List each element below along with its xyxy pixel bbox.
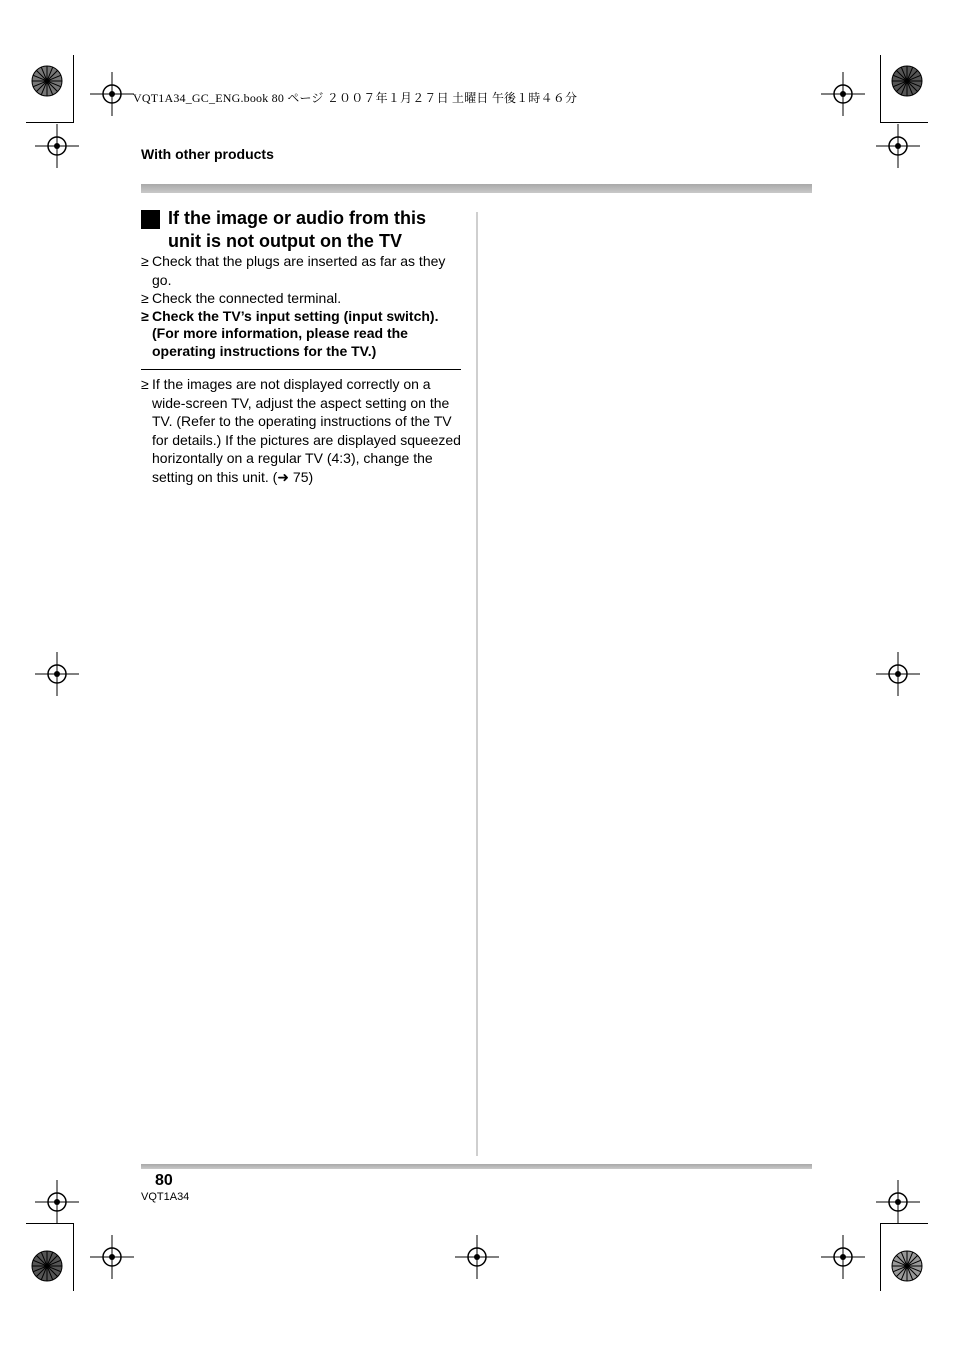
registration-mark-left-lower (35, 1180, 79, 1224)
bullet-icon: ≥ (141, 307, 149, 324)
crop-line-bottom-right-v (880, 1223, 881, 1291)
registration-mark-bottom-right (821, 1235, 865, 1279)
document-code: VQT1A34 (141, 1191, 190, 1203)
heading-text: If the image or audio from this unit is not output on the TV (168, 208, 427, 251)
registration-mark-right-middle (876, 652, 920, 696)
crop-line-top-right-h (880, 122, 928, 123)
crop-line-bottom-right-h (880, 1223, 928, 1224)
registration-mark-right-lower (876, 1180, 920, 1224)
crop-line-top-right-v (880, 55, 881, 123)
registration-mark-bottom-center (455, 1235, 499, 1279)
print-header: VQT1A34_GC_ENG.book 80 ページ ２００７年１月２７日 土曜日 午後１時４６分 (133, 91, 578, 105)
heading-square-icon (141, 210, 160, 229)
checklist-item: ≥ Check the TV’s input setting (input switch). (For more information, please read the operating instructions for the TV.) (141, 307, 439, 359)
registration-mark-top-right (821, 72, 865, 116)
checklist-item: ≥ Check the connected terminal. (141, 290, 342, 306)
section-label: With other products (141, 146, 274, 162)
divider-rule (141, 369, 461, 370)
sunburst-mark-bottom-right (890, 1249, 924, 1288)
header-bar (141, 184, 812, 193)
section-heading (141, 207, 461, 253)
notes-list (141, 375, 461, 486)
crop-line-top-left-h (26, 122, 74, 123)
note-item: ≥ If the images are not displayed correctly on a wide-screen TV, adjust the aspect setting on the TV. (Refer to the operating instructions of the TV for details.) If the pictures are displayed squeezed horizontally on a regular TV (4:3), change the setting on this unit. (➜ 75) (141, 376, 461, 485)
sunburst-mark-top-right (890, 64, 924, 103)
column-divider (476, 212, 478, 1156)
footer-bar (141, 1164, 812, 1169)
checklist (141, 252, 461, 360)
registration-mark-left-middle (35, 652, 79, 696)
sunburst-mark-bottom-left (30, 1249, 64, 1288)
bullet-icon: ≥ (141, 253, 149, 269)
sunburst-mark-top-left (30, 64, 64, 103)
bullet-icon: ≥ (141, 376, 149, 392)
page-number: 80 (155, 1172, 173, 1189)
registration-mark-left-upper (35, 124, 79, 168)
checklist-item: ≥ Check that the plugs are inserted as far as they go. (141, 253, 446, 288)
crop-line-bottom-left-h (26, 1223, 74, 1224)
crop-line-bottom-left-v (73, 1223, 74, 1291)
registration-mark-right-upper (876, 124, 920, 168)
registration-mark-top-left (90, 72, 134, 116)
crop-line-top-left-v (73, 55, 74, 123)
registration-mark-bottom-left (90, 1235, 134, 1279)
bullet-icon: ≥ (141, 290, 149, 306)
